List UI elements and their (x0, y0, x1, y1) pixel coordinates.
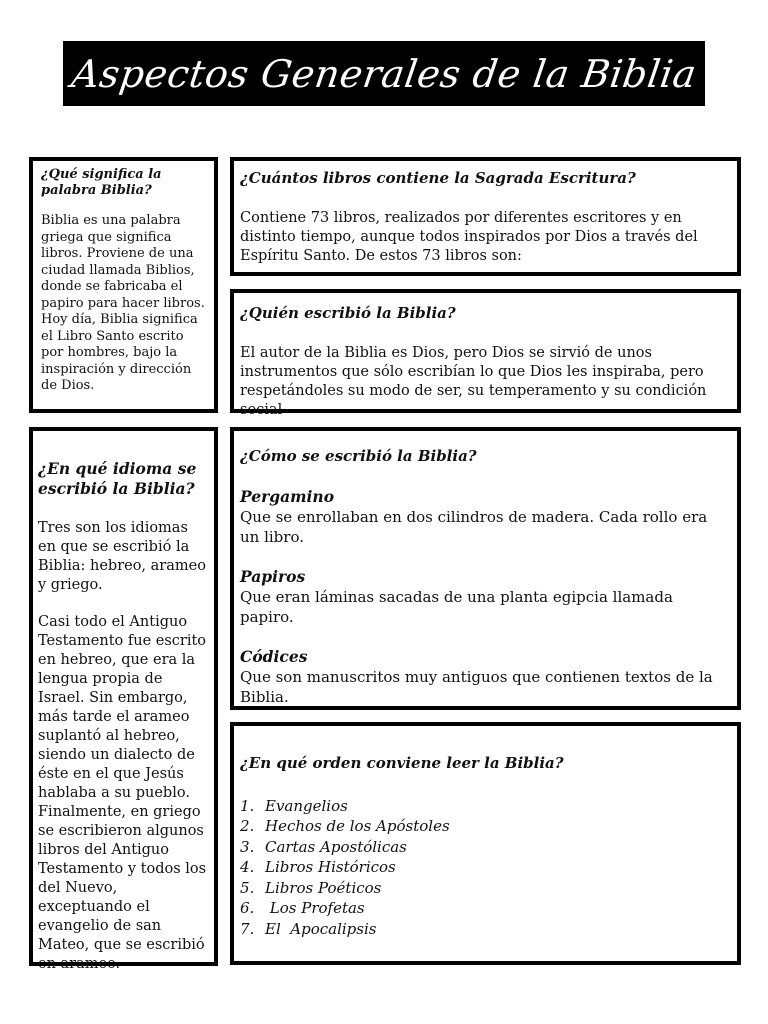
como-question: ¿Cómo se escribió la Biblia? (240, 447, 477, 465)
idioma-question: ¿En qué idioma se escribió la Biblia? (38, 459, 197, 498)
box-como (230, 427, 741, 710)
box-idioma (29, 427, 218, 972)
box-quien (230, 289, 741, 418)
cuantos-text: Contiene 73 libros, realizados por diferentes escritores y en distinto tiempo, aunque todos inspirados por Dios a través del Espíritu Santo. De estos 73 libros son: (240, 209, 698, 264)
como-desc-codices: Que son manuscritos muy antiguos que contienen textos de la Biblia. (240, 667, 713, 706)
como-term-pergamino: Pergamino (240, 486, 335, 506)
significado-text: Biblia es una palabra griega que significa libros. Proviene de una ciudad llamada Biblios, donde se fabricaba el papiro para hacer libros. Hoy día, Biblia significa el Libro Santo escrito por hombres, bajo la inspiración y dirección de Dios. (41, 213, 205, 393)
list-item: 4. Libros Históricos (240, 858, 396, 876)
como-term-papiros: Papiros (240, 566, 306, 586)
list-item: 5. Libros Poéticos (240, 878, 382, 897)
title-banner (63, 41, 705, 106)
box-orden (230, 722, 741, 965)
list-item: 3. Cartas Apostólicas (240, 837, 407, 856)
orden-list (240, 796, 731, 940)
significado-question: ¿Qué significa la palabra Biblia? (41, 167, 162, 198)
list-item: 2. Hechos de los Apóstoles (240, 817, 450, 835)
list-item: 7. El Apocalipsis (240, 919, 377, 938)
como-desc-papiros: Que eran láminas sacadas de una planta egipcia llamada papiro. (240, 587, 673, 626)
box-cuantos (230, 157, 741, 276)
idioma-p1: Tres son los idiomas en que se escribió la Biblia: hebreo, arameo y griego. (38, 520, 206, 593)
orden-question: ¿En qué orden conviene leer la Biblia? (240, 754, 564, 772)
quien-question: ¿Quién escribió la Biblia? (240, 304, 456, 322)
box-significado (29, 157, 218, 413)
page-title: Aspectos Generales de la Biblia (68, 51, 700, 96)
cuantos-question: ¿Cuántos libros contiene la Sagrada Escritura? (240, 169, 636, 187)
como-desc-pergamino: Que se enrollaban en dos cilindros de madera. Cada rollo era un libro. (240, 507, 708, 546)
list-item: 1. Evangelios (240, 796, 348, 815)
list-item: 6. Los Profetas (240, 899, 365, 917)
quien-text: El autor de la Biblia es Dios, pero Dios se sirvió de unos instrumentos que sólo escribían lo que Dios les inspiraba, pero respetándoles su modo de ser, su temperamento y su condición social (240, 344, 707, 418)
idioma-p2: Casi todo el Antiguo Testamento fue escrito en hebreo, que era la lengua propia de Israel. Sin embargo, más tarde el arameo suplantó al hebreo, siendo un dialecto de éste en el que Jesús hablaba a su pueblo. Finalmente, en griego se escribieron algunos libros del Antiguo Testamento y todos los del Nuevo, exceptuando el evangelio de san Mateo, que se escribió en arameo. (38, 614, 207, 972)
como-term-codices: Códices (240, 646, 308, 666)
